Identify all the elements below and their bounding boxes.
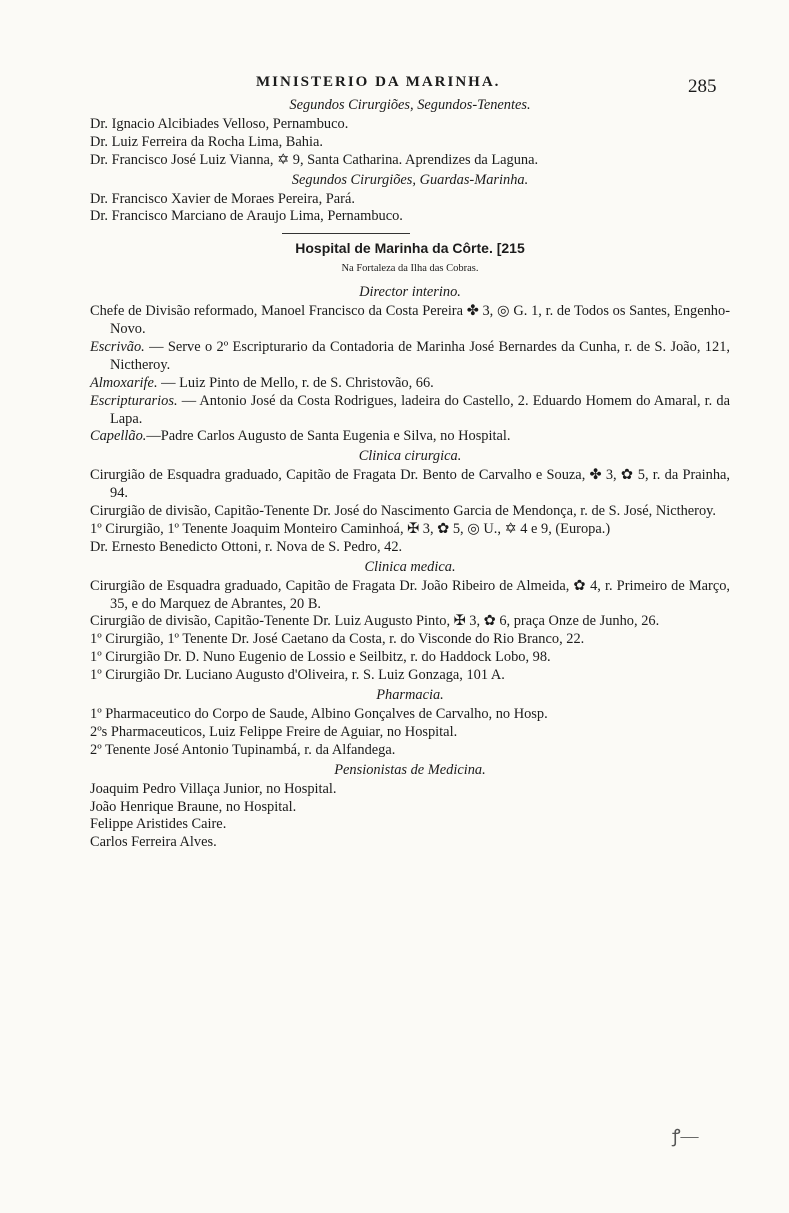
staff-entry: [90, 116, 730, 134]
hospital-heading: [90, 240, 730, 258]
entry-text: 1º Cirurgião, 1º Tenente Joaquim Monteiro Caminhoá, ✠ 3, ✿ 5, ◎ U., ✡ 4 e 9, (Europa.): [90, 520, 611, 537]
officer-list-top: [90, 97, 730, 226]
section-title: Clinica cirurgica.: [358, 448, 462, 465]
staff-entry: [90, 208, 730, 226]
staff-entry: [90, 613, 730, 631]
staff-entry: [90, 467, 730, 503]
entry-text: — Antonio José da Costa Rodrigues, ladeira do Castello, 2. Eduardo Homem do Amaral, r. da Lapa.: [110, 392, 730, 427]
staff-entry: [90, 724, 730, 742]
staff-entry: [90, 134, 730, 152]
staff-entry: [90, 152, 730, 170]
staff-entry: [90, 799, 730, 817]
entry-role-label: Almoxarife.: [90, 374, 158, 391]
staff-entry: [90, 393, 730, 429]
staff-entry: [90, 742, 730, 760]
staff-entry: [90, 834, 730, 852]
staff-entry: [90, 631, 730, 649]
staff-entry: [90, 303, 730, 339]
entry-text: Dr. Ernesto Benedicto Ottoni, r. Nova de S. Pedro, 42.: [90, 538, 403, 555]
entry-text: 1º Pharmaceutico do Corpo de Saude, Albino Gonçalves de Carvalho, no Hosp.: [90, 706, 548, 722]
entry-text: Cirurgião de Esquadra graduado, Capitão de Fragata Dr. João Ribeiro de Almeida, ✿ 4, r. Primeiro de Março, 35, e do Marquez de Abrantes, 20 B.: [90, 577, 730, 612]
entry-text: 2ºs Pharmaceuticos, Luiz Felippe Freire de Aguiar, no Hospital.: [90, 723, 458, 740]
hospital-location: Na Fortaleza da Ilha das Cobras.: [341, 263, 479, 275]
section-title: Clinica medica.: [364, 558, 456, 575]
entry-role-label: Escrivão.: [90, 338, 145, 355]
entry-text: Dr. Francisco José Luiz Vianna, ✡ 9, Santa Catharina. Aprendizes da Laguna.: [90, 151, 539, 168]
entry-text: João Henrique Braune, no Hospital.: [90, 798, 297, 815]
entry-text: Dr. Ignacio Alcibiades Velloso, Pernambuco.: [90, 115, 349, 132]
entry-text: Cirurgião de Esquadra graduado, Capitão de Fragata Dr. Bento de Carvalho e Souza, ✤ 3, ✿ 5, r. da Prainha, 94.: [90, 467, 730, 502]
staff-entry: [90, 649, 730, 667]
page-header: [0, 74, 789, 98]
entry-text: 1º Cirurgião Dr. Luciano Augusto d'Oliveira, r. S. Luiz Gonzaga, 101 A.: [90, 667, 505, 684]
staff-entry: [90, 339, 730, 375]
hospital-title: Hospital de Marinha da Côrte. [215: [295, 240, 525, 257]
entry-text: 1º Cirurgião, 1º Tenente Dr. José Caetano da Costa, r. do Visconde do Rio Branco, 22.: [90, 631, 585, 648]
entry-text: Cirurgião de divisão, Capitão-Tenente Dr. Luiz Augusto Pinto, ✠ 3, ✿ 6, praça Onze de Junho, 26.: [90, 613, 660, 630]
ink-mark-icon: ꝭ—: [672, 1126, 699, 1146]
staff-entry: [90, 667, 730, 685]
section-title: Pharmacia.: [376, 687, 444, 704]
entry-role-label: Capellão.: [90, 428, 147, 445]
staff-entry: [90, 539, 730, 557]
entry-text: Dr. Luiz Ferreira da Rocha Lima, Bahia.: [90, 133, 323, 150]
staff-entry: [90, 375, 730, 393]
staff-entry: [90, 781, 730, 799]
staff-entry: [90, 428, 730, 446]
entry-text: — Luiz Pinto de Mello, r. de S. Christovão, 66.: [157, 374, 434, 391]
staff-entry: [90, 578, 730, 614]
entry-text: Dr. Francisco Marciano de Araujo Lima, Pernambuco.: [90, 208, 403, 225]
page-number: 285: [688, 76, 717, 97]
entry-text: Felippe Aristides Caire.: [90, 816, 227, 833]
entry-text: — Serve o 2º Escripturario da Contadoria de Marinha José Bernardes da Cunha, r. de S. João, 121, Nictheroy.: [110, 338, 730, 373]
section-title: Pensionistas de Medicina.: [334, 761, 486, 778]
staff-entry: [90, 706, 730, 724]
entry-text: Chefe de Divisão reformado, Manoel Francisco da Costa Pereira ✤ 3, ◎ G. 1, r. de Todos os Santes, Engenho-Novo.: [90, 303, 730, 337]
staff-entry: [90, 521, 730, 539]
heading-rule: [282, 233, 410, 234]
hospital-staff-list: [90, 284, 730, 852]
entry-text: 1º Cirurgião Dr. D. Nuno Eugenio de Lossio e Seilbitz, r. do Haddock Lobo, 98.: [90, 649, 551, 666]
entry-role-label: Escripturarios.: [90, 392, 178, 409]
section-title: Segundos Cirurgiões, Segundos-Tenentes.: [289, 97, 531, 113]
section-title: Director interino.: [359, 284, 461, 301]
staff-entry: [90, 816, 730, 834]
page-body: [90, 96, 730, 852]
running-title: MINISTERIO DA MARINHA.: [256, 74, 501, 90]
entry-text: Carlos Ferreira Alves.: [90, 834, 217, 851]
entry-text: Cirurgião de divisão, Capitão-Tenente Dr. José do Nascimento Garcia de Mendonça, r. de S. José, Nictheroy.: [90, 503, 717, 520]
entry-text: Joaquim Pedro Villaça Junior, no Hospital.: [90, 780, 337, 797]
entry-text: Dr. Francisco Xavier de Moraes Pereira, Pará.: [90, 190, 355, 207]
staff-entry: [90, 191, 730, 209]
section-title: Segundos Cirurgiões, Guardas-Marinha.: [291, 171, 529, 188]
entry-text: 2º Tenente José Antonio Tupinambá, r. da Alfandega.: [90, 741, 396, 758]
staff-entry: [90, 503, 730, 521]
entry-text: —Padre Carlos Augusto de Santa Eugenia e Silva, no Hospital.: [146, 428, 511, 445]
